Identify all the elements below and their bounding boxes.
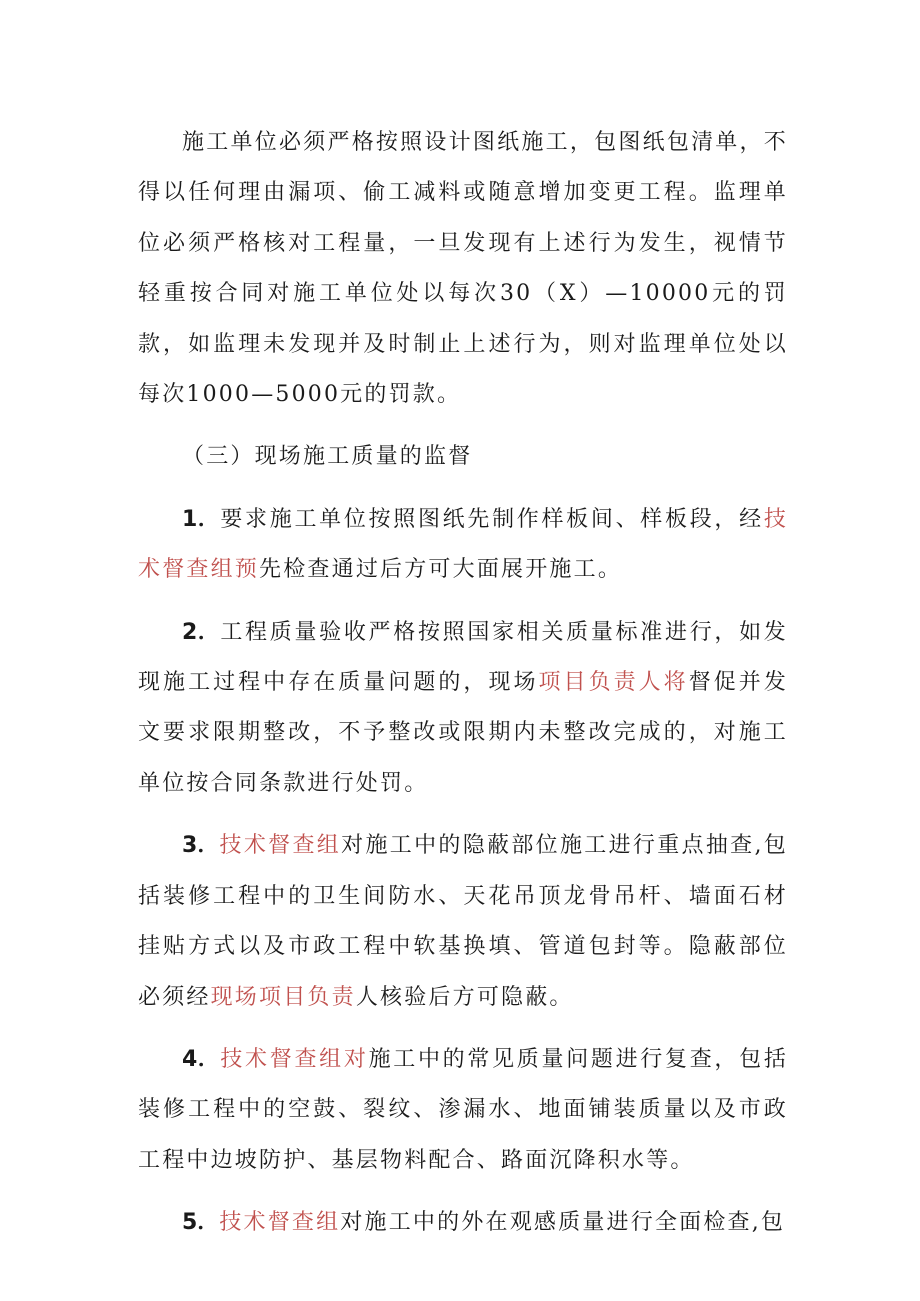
paragraph-penalty-text: 施工单位必须严格按照设计图纸施工，包图纸包清单，不得以任何理由漏项、偷工减料或随意增加变更工程。监理单位必须严格核对工程量，一旦发现有上述行为发生，视情节轻重按合同对施工单位处以每次30（X）—10000元的罚款，如监理未发现并及时制止上述行为，则对监理单位处以每次1000—5000元的罚款。 [138,130,788,408]
highlighted-text: 现场项目负责 [210,984,356,1010]
paragraph-penalty [138,118,788,420]
list-item-2 [138,608,788,810]
item-number: 1． [182,506,221,532]
section-heading: （三）现场施工质量的监督 [182,444,473,470]
item-number: 2． [182,619,221,645]
item-text: 对施工中的隐蔽部位施工进行重点抽查,包括装修工程中的卫生间防水、天花吊顶龙骨吊杆、墙面石材挂贴方式以及市政工程中软基换填、管道包封等。隐蔽部位必须经 [138,833,788,1010]
item-number: 3． [182,833,220,859]
list-item-3 [138,821,788,1023]
item-text: 工程质量验收严格按照国家相关质量标准进行，如发现施工过程中存在质量问题的，现场 [138,619,789,696]
list-item-5 [138,1198,788,1248]
item-text: 对施工中的外在观感质量进行全面检查,包 [340,1210,786,1236]
item-number: 4． [182,1046,221,1072]
list-item-1 [138,495,788,596]
item-text: 督促并发文要求限期整改，不予整改或限期内未整改完成的，对施工单位按合同条款进行处罚。 [138,670,789,796]
item-text: 人核验后方可隐蔽。 [355,984,574,1010]
document-body [138,118,788,1249]
item-text: 要求施工单位按照图纸先制作样板间、样板段，经 [220,506,764,532]
highlighted-text: 技术督查组 [219,1210,341,1236]
highlighted-text: 项目负责人将 [538,670,689,696]
item-text: 施工中的常见质量问题进行复查，包括装修工程中的空鼓、裂纹、渗漏水、地面铺装质量以及市政工程中边坡防护、基层物料配合、路面沉降积水等。 [138,1046,789,1173]
item-number: 5． [182,1210,220,1236]
item-text: 先检查通过后方可大面展开施工。 [259,557,623,583]
highlighted-text: 技术督查组预 [138,506,789,583]
highlighted-text: 技术督查组 [219,833,342,859]
highlighted-text: 技术督查组对 [220,1046,369,1072]
list-item-4 [138,1035,788,1186]
